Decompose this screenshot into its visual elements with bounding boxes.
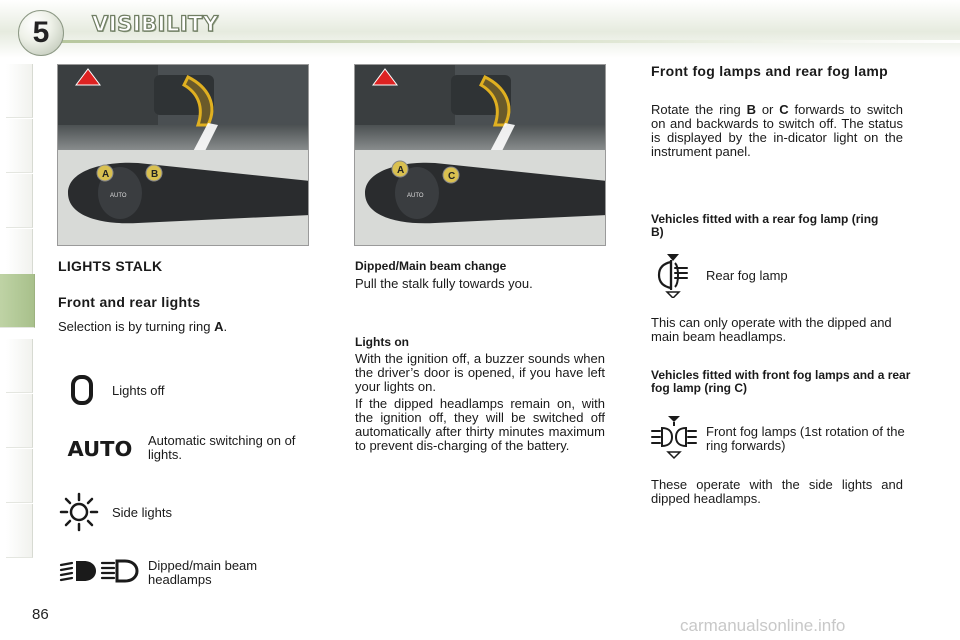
ring-c-ref: C bbox=[779, 102, 789, 117]
lights-stalk-photo-1-graphic bbox=[58, 65, 309, 246]
rear-fog-label: Rear fog lamp bbox=[706, 268, 788, 283]
chapter-tab[interactable] bbox=[6, 449, 33, 503]
stalk-auto-text: AUTO bbox=[110, 193, 127, 199]
lights-stalk-photo-2-graphic bbox=[355, 65, 606, 246]
headlamps-icon bbox=[58, 556, 140, 586]
lights-off-icon bbox=[64, 372, 100, 408]
chapter-tab[interactable] bbox=[6, 504, 33, 558]
ring-label-c: C bbox=[448, 171, 456, 182]
front-fog-note: These operate with the side lights and dipped headlamps. bbox=[651, 477, 903, 506]
front-fog-heading: Vehicles fitted with front fog lamps and a rear fog lamp (ring C) bbox=[651, 368, 911, 395]
ring-b-ref: B bbox=[746, 102, 756, 117]
ring-label-b: B bbox=[151, 169, 159, 180]
lights-stalk-heading: LIGHTS STALK bbox=[58, 258, 163, 274]
footer-watermark: carmanualsonline.info bbox=[680, 616, 846, 635]
beam-change-text: Pull the stalk fully towards you. bbox=[355, 276, 533, 291]
front-fog-lamps-icon bbox=[650, 414, 698, 460]
front-rear-lights-heading: Front and rear lights bbox=[58, 294, 201, 310]
selection-text: Selection is by turning ring A. bbox=[58, 319, 228, 334]
front-fog-label: Front fog lamps (1st rotation of the ring forwards) bbox=[706, 424, 905, 453]
fog-lamps-intro: Rotate the ring B or C forwards to switch on and backwards to switch off. The status is displayed by the in-dicator light on the instrument panel. bbox=[651, 102, 903, 159]
chapter-tab[interactable] bbox=[6, 64, 33, 118]
beam-change-heading: Dipped/Main beam change bbox=[355, 259, 507, 273]
headlamps-label: Dipped/main beam headlamps bbox=[148, 558, 258, 587]
chapter-tabs bbox=[0, 64, 34, 576]
lights-off-label: Lights off bbox=[112, 383, 165, 398]
chapter-tab[interactable] bbox=[6, 174, 33, 228]
chapter-tab[interactable] bbox=[6, 394, 33, 448]
lights-on-paragraph-1: With the ignition off, a buzzer sounds when the driver’s door is opened, if you have left your lights on. bbox=[355, 351, 605, 394]
stalk-auto-text: AUTO bbox=[407, 193, 424, 199]
chapter-title: VISIBILITY bbox=[92, 12, 219, 36]
side-lights-icon bbox=[58, 492, 100, 532]
auto-icon: AUTO bbox=[67, 437, 133, 461]
chapter-tab[interactable] bbox=[6, 119, 33, 173]
page-number: 86 bbox=[32, 606, 49, 623]
rear-fog-note: This can only operate with the dipped and main beam headlamps. bbox=[651, 315, 892, 344]
lights-on-heading: Lights on bbox=[355, 335, 409, 349]
fog-lamps-heading: Front fog lamps and rear fog lamp bbox=[651, 63, 889, 79]
chapter-tab-active[interactable] bbox=[0, 274, 35, 328]
rear-fog-lamp-icon bbox=[652, 252, 694, 298]
auto-label: Automatic switching on of lights. bbox=[148, 433, 296, 462]
lights-stalk-photo-2 bbox=[354, 64, 606, 246]
ring-label-a: A bbox=[102, 169, 110, 180]
side-lights-label: Side lights bbox=[112, 505, 172, 520]
chapter-number-badge: 5 bbox=[18, 10, 64, 56]
rear-fog-heading: Vehicles fitted with a rear fog lamp (ring B) bbox=[651, 212, 879, 239]
ring-label-a: A bbox=[397, 165, 405, 176]
ring-a-ref: A bbox=[214, 319, 224, 334]
lights-stalk-photo-1 bbox=[57, 64, 309, 246]
lights-on-paragraph-2: If the dipped headlamps remain on, with the ignition off, they will be switched off automatically after thirty minutes maximum to prevent dis-charging of the battery. bbox=[355, 396, 605, 453]
chapter-tab[interactable] bbox=[6, 339, 33, 393]
